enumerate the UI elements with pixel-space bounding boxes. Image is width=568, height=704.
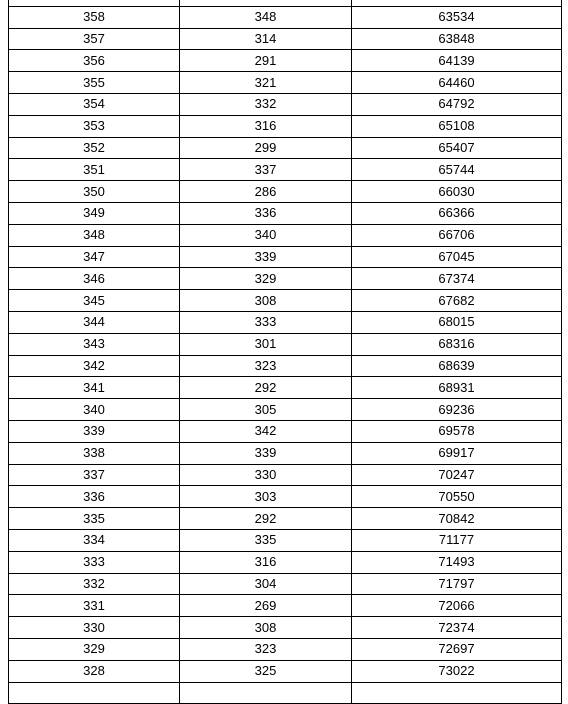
score-table (8, 0, 562, 704)
cumulative-cell: 66366 (352, 202, 562, 224)
cumulative-cell: 63848 (352, 28, 562, 50)
count-cell: 308 (180, 617, 352, 639)
cumulative-cell (352, 682, 562, 704)
table-row (9, 290, 562, 312)
count-cell: 292 (180, 377, 352, 399)
cumulative-cell: 69917 (352, 442, 562, 464)
score-cell: 353 (9, 115, 180, 137)
score-cell: 340 (9, 399, 180, 421)
count-cell: 340 (180, 224, 352, 246)
count-cell: 332 (180, 93, 352, 115)
cumulative-cell: 68316 (352, 333, 562, 355)
score-cell (9, 682, 180, 704)
count-cell: 308 (180, 290, 352, 312)
score-cell: 328 (9, 660, 180, 682)
count-cell (180, 682, 352, 704)
count-cell: 325 (180, 660, 352, 682)
cumulative-cell: 70550 (352, 486, 562, 508)
table-row (9, 508, 562, 530)
count-cell: 269 (180, 595, 352, 617)
count-cell: 316 (180, 115, 352, 137)
cumulative-cell: 67374 (352, 268, 562, 290)
cumulative-cell: 64460 (352, 72, 562, 94)
table-row (9, 6, 562, 28)
cumulative-cell: 64792 (352, 93, 562, 115)
count-cell: 321 (180, 72, 352, 94)
score-cell: 347 (9, 246, 180, 268)
score-cell: 356 (9, 50, 180, 72)
score-cell: 336 (9, 486, 180, 508)
score-cell: 346 (9, 268, 180, 290)
table-row (9, 551, 562, 573)
cumulative-cell: 66706 (352, 224, 562, 246)
score-cell: 337 (9, 464, 180, 486)
cumulative-cell: 68931 (352, 377, 562, 399)
cumulative-cell: 65407 (352, 137, 562, 159)
table-row (9, 682, 562, 704)
score-cell: 332 (9, 573, 180, 595)
count-cell: 335 (180, 529, 352, 551)
cumulative-cell: 65744 (352, 159, 562, 181)
score-cell: 355 (9, 72, 180, 94)
table-row (9, 617, 562, 639)
cumulative-cell: 70842 (352, 508, 562, 530)
score-table-container (8, 0, 561, 704)
table-row (9, 268, 562, 290)
cumulative-cell: 68015 (352, 311, 562, 333)
cumulative-cell: 69578 (352, 420, 562, 442)
table-row (9, 442, 562, 464)
count-cell: 348 (180, 6, 352, 28)
score-cell: 338 (9, 442, 180, 464)
count-cell: 299 (180, 137, 352, 159)
count-cell: 314 (180, 28, 352, 50)
table-row (9, 660, 562, 682)
score-cell: 344 (9, 311, 180, 333)
table-row (9, 115, 562, 137)
cumulative-cell: 67045 (352, 246, 562, 268)
score-cell: 334 (9, 529, 180, 551)
table-row (9, 311, 562, 333)
count-cell: 336 (180, 202, 352, 224)
cumulative-cell: 64139 (352, 50, 562, 72)
score-cell: 348 (9, 224, 180, 246)
score-cell: 339 (9, 420, 180, 442)
count-cell: 339 (180, 246, 352, 268)
table-row (9, 72, 562, 94)
cumulative-cell: 72374 (352, 617, 562, 639)
cumulative-cell: 65108 (352, 115, 562, 137)
score-cell: 352 (9, 137, 180, 159)
score-cell: 333 (9, 551, 180, 573)
count-cell: 323 (180, 638, 352, 660)
score-cell: 335 (9, 508, 180, 530)
table-row (9, 595, 562, 617)
count-cell: 342 (180, 420, 352, 442)
score-cell: 357 (9, 28, 180, 50)
cumulative-cell: 71797 (352, 573, 562, 595)
table-row (9, 638, 562, 660)
score-cell: 349 (9, 202, 180, 224)
cumulative-cell: 73022 (352, 660, 562, 682)
score-cell: 358 (9, 6, 180, 28)
table-row (9, 137, 562, 159)
table-row (9, 464, 562, 486)
count-cell: 292 (180, 508, 352, 530)
count-cell: 329 (180, 268, 352, 290)
count-cell: 323 (180, 355, 352, 377)
cumulative-cell: 66030 (352, 181, 562, 203)
score-cell: 341 (9, 377, 180, 399)
table-row (9, 93, 562, 115)
table-row (9, 573, 562, 595)
count-cell: 301 (180, 333, 352, 355)
table-row (9, 377, 562, 399)
score-cell: 354 (9, 93, 180, 115)
cumulative-cell: 69236 (352, 399, 562, 421)
table-row (9, 333, 562, 355)
score-table-body (9, 0, 562, 704)
table-row (9, 181, 562, 203)
cumulative-cell: 72697 (352, 638, 562, 660)
table-row (9, 28, 562, 50)
count-cell: 303 (180, 486, 352, 508)
count-cell: 305 (180, 399, 352, 421)
count-cell: 316 (180, 551, 352, 573)
cumulative-cell: 68639 (352, 355, 562, 377)
table-row (9, 159, 562, 181)
table-row (9, 420, 562, 442)
table-row (9, 246, 562, 268)
count-cell: 291 (180, 50, 352, 72)
score-cell: 350 (9, 181, 180, 203)
cumulative-cell: 71493 (352, 551, 562, 573)
score-cell: 329 (9, 638, 180, 660)
score-cell: 331 (9, 595, 180, 617)
table-row (9, 224, 562, 246)
score-cell: 345 (9, 290, 180, 312)
table-row (9, 202, 562, 224)
table-row (9, 399, 562, 421)
score-cell: 330 (9, 617, 180, 639)
table-row (9, 486, 562, 508)
table-row (9, 355, 562, 377)
score-cell: 342 (9, 355, 180, 377)
cumulative-cell: 72066 (352, 595, 562, 617)
count-cell: 304 (180, 573, 352, 595)
table-row (9, 529, 562, 551)
score-cell: 351 (9, 159, 180, 181)
count-cell: 337 (180, 159, 352, 181)
count-cell: 333 (180, 311, 352, 333)
count-cell: 330 (180, 464, 352, 486)
table-row (9, 50, 562, 72)
cumulative-cell: 63534 (352, 6, 562, 28)
cumulative-cell: 67682 (352, 290, 562, 312)
score-cell: 343 (9, 333, 180, 355)
cumulative-cell: 71177 (352, 529, 562, 551)
count-cell: 286 (180, 181, 352, 203)
cumulative-cell: 70247 (352, 464, 562, 486)
count-cell: 339 (180, 442, 352, 464)
